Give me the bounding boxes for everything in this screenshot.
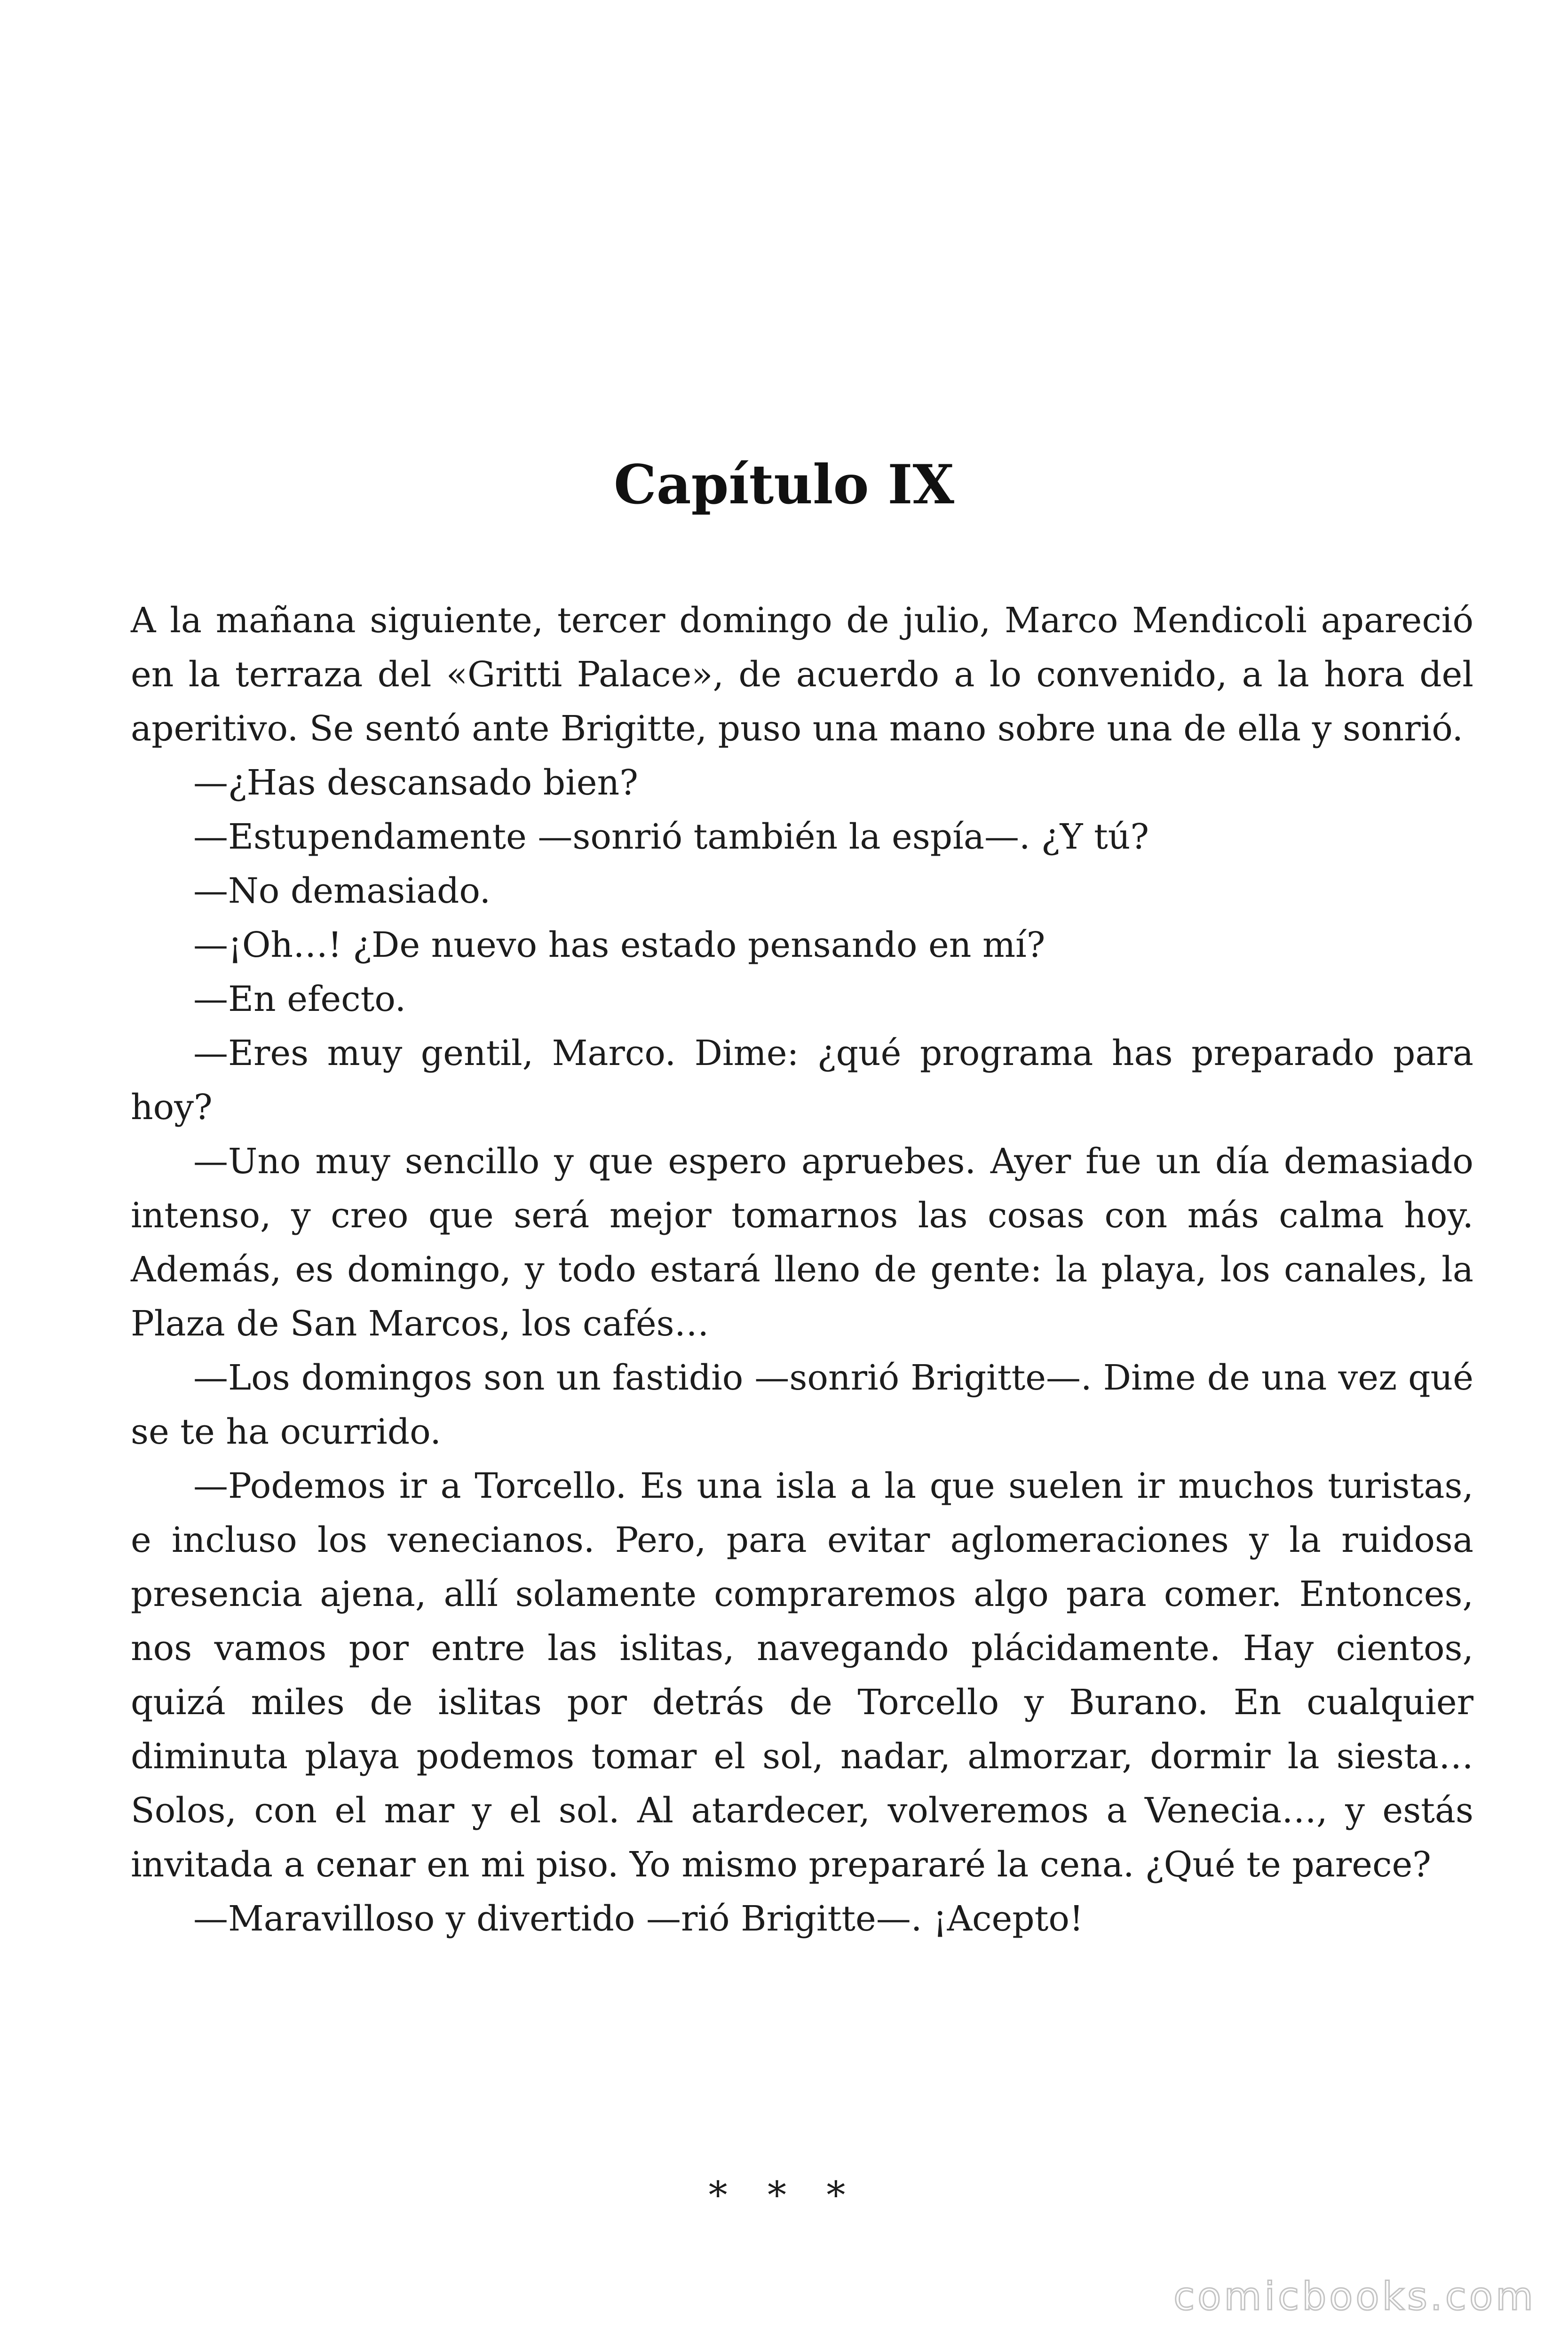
dialogue-line: —En efecto.: [193, 979, 406, 1019]
dialogue-line: —Eres muy gentil, Marco. Dime: ¿qué programa has preparado para hoy?: [131, 1033, 1473, 1128]
dialogue-line: —¡Oh…! ¿De nuevo has estado pensando en mí?: [193, 925, 1045, 965]
dialogue-line: —Maravilloso y divertido —rió Brigitte—. ¡Acepto!: [193, 1899, 1084, 1939]
chapter-title: Capítulo IX: [614, 453, 954, 516]
watermark-logo: comicbooks.com: [1173, 2274, 1536, 2319]
dialogue-line: —Los domingos son un fastidio —sonrió Brigitte—. Dime de una vez qué se te ha ocurrido.: [131, 1358, 1473, 1452]
dialogue-line: —Uno muy sencillo y que espero apruebes. Ayer fue un día demasiado intenso, y creo que será mejor tomarnos las cosas con más calma hoy. Además, es domingo, y todo estará lleno de gente: la playa, los canales, la Plaza de San Marcos, los cafés…: [131, 1141, 1473, 1344]
dialogue-line: —Podemos ir a Torcello. Es una isla a la que suelen ir muchos turistas, e incluso los venecianos. Pero, para evitar aglomeraciones y la ruidosa presencia ajena, allí solamente compraremos algo para comer. Entonces, nos vamos por entre las islitas, navegando plácidamente. Hay cientos, quizá miles de islitas por detrás de Torcello y Burano. En cualquier diminuta playa podemos tomar el sol, nadar, almorzar, dormir la siesta… Solos, con el mar y el sol. Al atardecer, volveremos a Venecia…, y estás invitada a cenar en mi piso. Yo mismo prepararé la cena. ¿Qué te parece?: [131, 1466, 1473, 1885]
chapter-body: [131, 594, 1473, 1946]
dialogue-line: —Estupendamente —sonrió también la espía—. ¿Y tú?: [193, 817, 1149, 857]
paragraph-opening: A la mañana siguiente, tercer domingo de julio, Marco Mendicoli apareció en la terraza del «Gritti Palace», de acuerdo a lo convenido, a la hora del aperitivo. Se sentó ante Brigitte, puso una mano sobre una de ella y sonrió.: [131, 600, 1473, 749]
dialogue-line: —¿Has descansado bien?: [193, 763, 638, 803]
section-break: * * *: [708, 2173, 860, 2217]
dialogue-line: —No demasiado.: [193, 871, 491, 911]
